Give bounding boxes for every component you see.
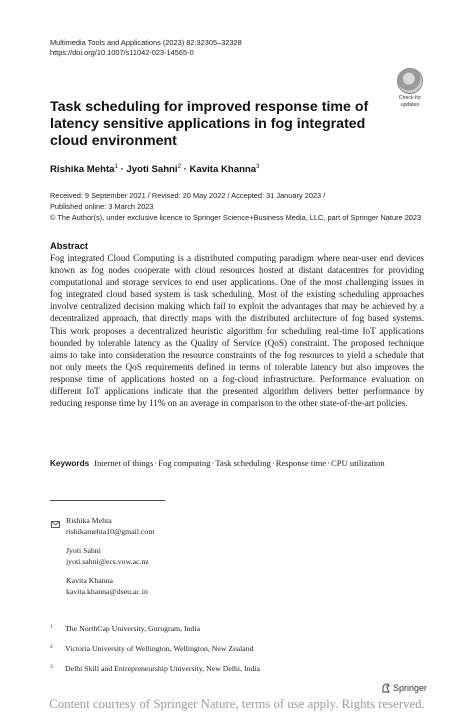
springer-logo [381, 683, 427, 695]
courtesy-watermark: Content courtesy of Springer Nature, terms of use apply. Rights reserved. [49, 697, 425, 711]
badge-text-1: Check for [398, 95, 422, 101]
affiliation-number: 3 [50, 664, 53, 670]
author-contacts [66, 515, 154, 597]
springer-wordmark: Springer [393, 683, 428, 693]
contact-email[interactable]: kavita.khanna@dseu.ac.in [66, 587, 148, 596]
author-name[interactable]: Kavita Khanna [189, 164, 257, 175]
keyword-separator: · [327, 458, 330, 468]
publication-dates [50, 190, 421, 223]
envelope-icon [51, 515, 60, 533]
affiliation-text: Delhi Skill and Entrepreneurship University, New Delhi, India [65, 664, 261, 673]
author-affil-sup: 2 [177, 164, 181, 170]
affiliation-text: Victoria University of Wellington, Wellington, New Zealand [65, 644, 254, 653]
affiliation-number: 2 [50, 644, 53, 650]
author-name[interactable]: Jyoti Sahni [126, 164, 178, 175]
keyword: Internet of things [94, 458, 154, 468]
paper-title: Task scheduling for improved response time of latency sensitive applications in fog integrated cloud environment [50, 99, 369, 149]
check-for-updates-icon [397, 68, 423, 94]
journal-citation: Multimedia Tools and Applications (2023) 82:32305–32328 [50, 38, 242, 47]
keyword: Task scheduling [215, 458, 271, 468]
author-name[interactable]: Rishika Mehta [50, 164, 115, 175]
affiliation-number: 1 [50, 624, 53, 630]
author-separator: · [120, 164, 124, 175]
author-affil-sup: 1 [114, 164, 118, 170]
contact-name: Rishika Mehta [66, 516, 112, 525]
author-separator: · [183, 164, 187, 175]
contact-email[interactable]: rishikamehta10@gmail.com [66, 527, 155, 536]
keyword-separator: · [154, 458, 158, 468]
author-list [50, 164, 259, 175]
doi-link[interactable]: https://doi.org/10.1007/s11042-023-14565-0 [50, 48, 194, 57]
keyword: Response time [275, 458, 327, 468]
copyright-notice: © The Author(s), under exclusive licence to Springer Science+Business Media, LLC, part of Springer Nature 2023 [50, 213, 422, 222]
journal-header [50, 38, 242, 58]
keyword: Fog computing [158, 458, 211, 468]
dates-received: Received: 9 September 2021 / Revised: 20 May 2022 / Accepted: 31 January 2023 / [50, 191, 326, 200]
keywords-label: Keywords [50, 459, 90, 468]
keyword-separator: · [271, 458, 275, 468]
contact-email[interactable]: jyoti.sahni@ecs.vuw.ac.nz [66, 557, 149, 566]
contact-name: Kavita Khanna [66, 576, 113, 585]
affiliation-text: The NorthCap University, Gurugram, India [65, 624, 201, 633]
dates-published: Published online: 3 March 2023 [50, 202, 154, 211]
keywords-line [50, 458, 385, 468]
abstract-heading: Abstract [50, 240, 89, 251]
contact-name: Jyoti Sahni [66, 546, 101, 555]
abstract-body: Fog integrated Cloud Computing is a distributed computing paradigm where near-user end devices known as fog nodes cooperate with cloud resources hosted at distant datacentres for providing computational and storage services to end user applications. One of the most challenging issues in fog integrated cloud based system is task scheduling. Most of the existing scheduling approaches involve centralized decision making which fail to exploit the advantages that may be achieved by a decentralized approach, that directly maps with the distributed architecture of fog based systems. This work proposes a decentralized heuristic algorithm for scheduling real-time IoT applications bounded by tolerable latency as the Quality of Service (QoS) constraint. The proposed technique aims to take into consideration the resource constraints of the fog resources to yield a schedule that not only meets the QoS requirements defined in terms of tolerable latency but also improves the response time of applications hosted on a fog-cloud infrastructure. Performance evaluation on different IoT applications indicate that the presented algorithm delivers better performance by reducing response time by 11% on an average in comparison to the other state-of-the-art policies. [50, 253, 424, 409]
keyword: CPU utilization [330, 458, 385, 468]
springer-horse-icon [381, 683, 391, 695]
badge-text-2: updates [400, 102, 420, 108]
check-for-updates-badge[interactable] [393, 68, 427, 108]
footnote-divider [50, 500, 165, 501]
keyword-separator: · [211, 458, 215, 468]
author-affil-sup: 3 [256, 164, 260, 170]
